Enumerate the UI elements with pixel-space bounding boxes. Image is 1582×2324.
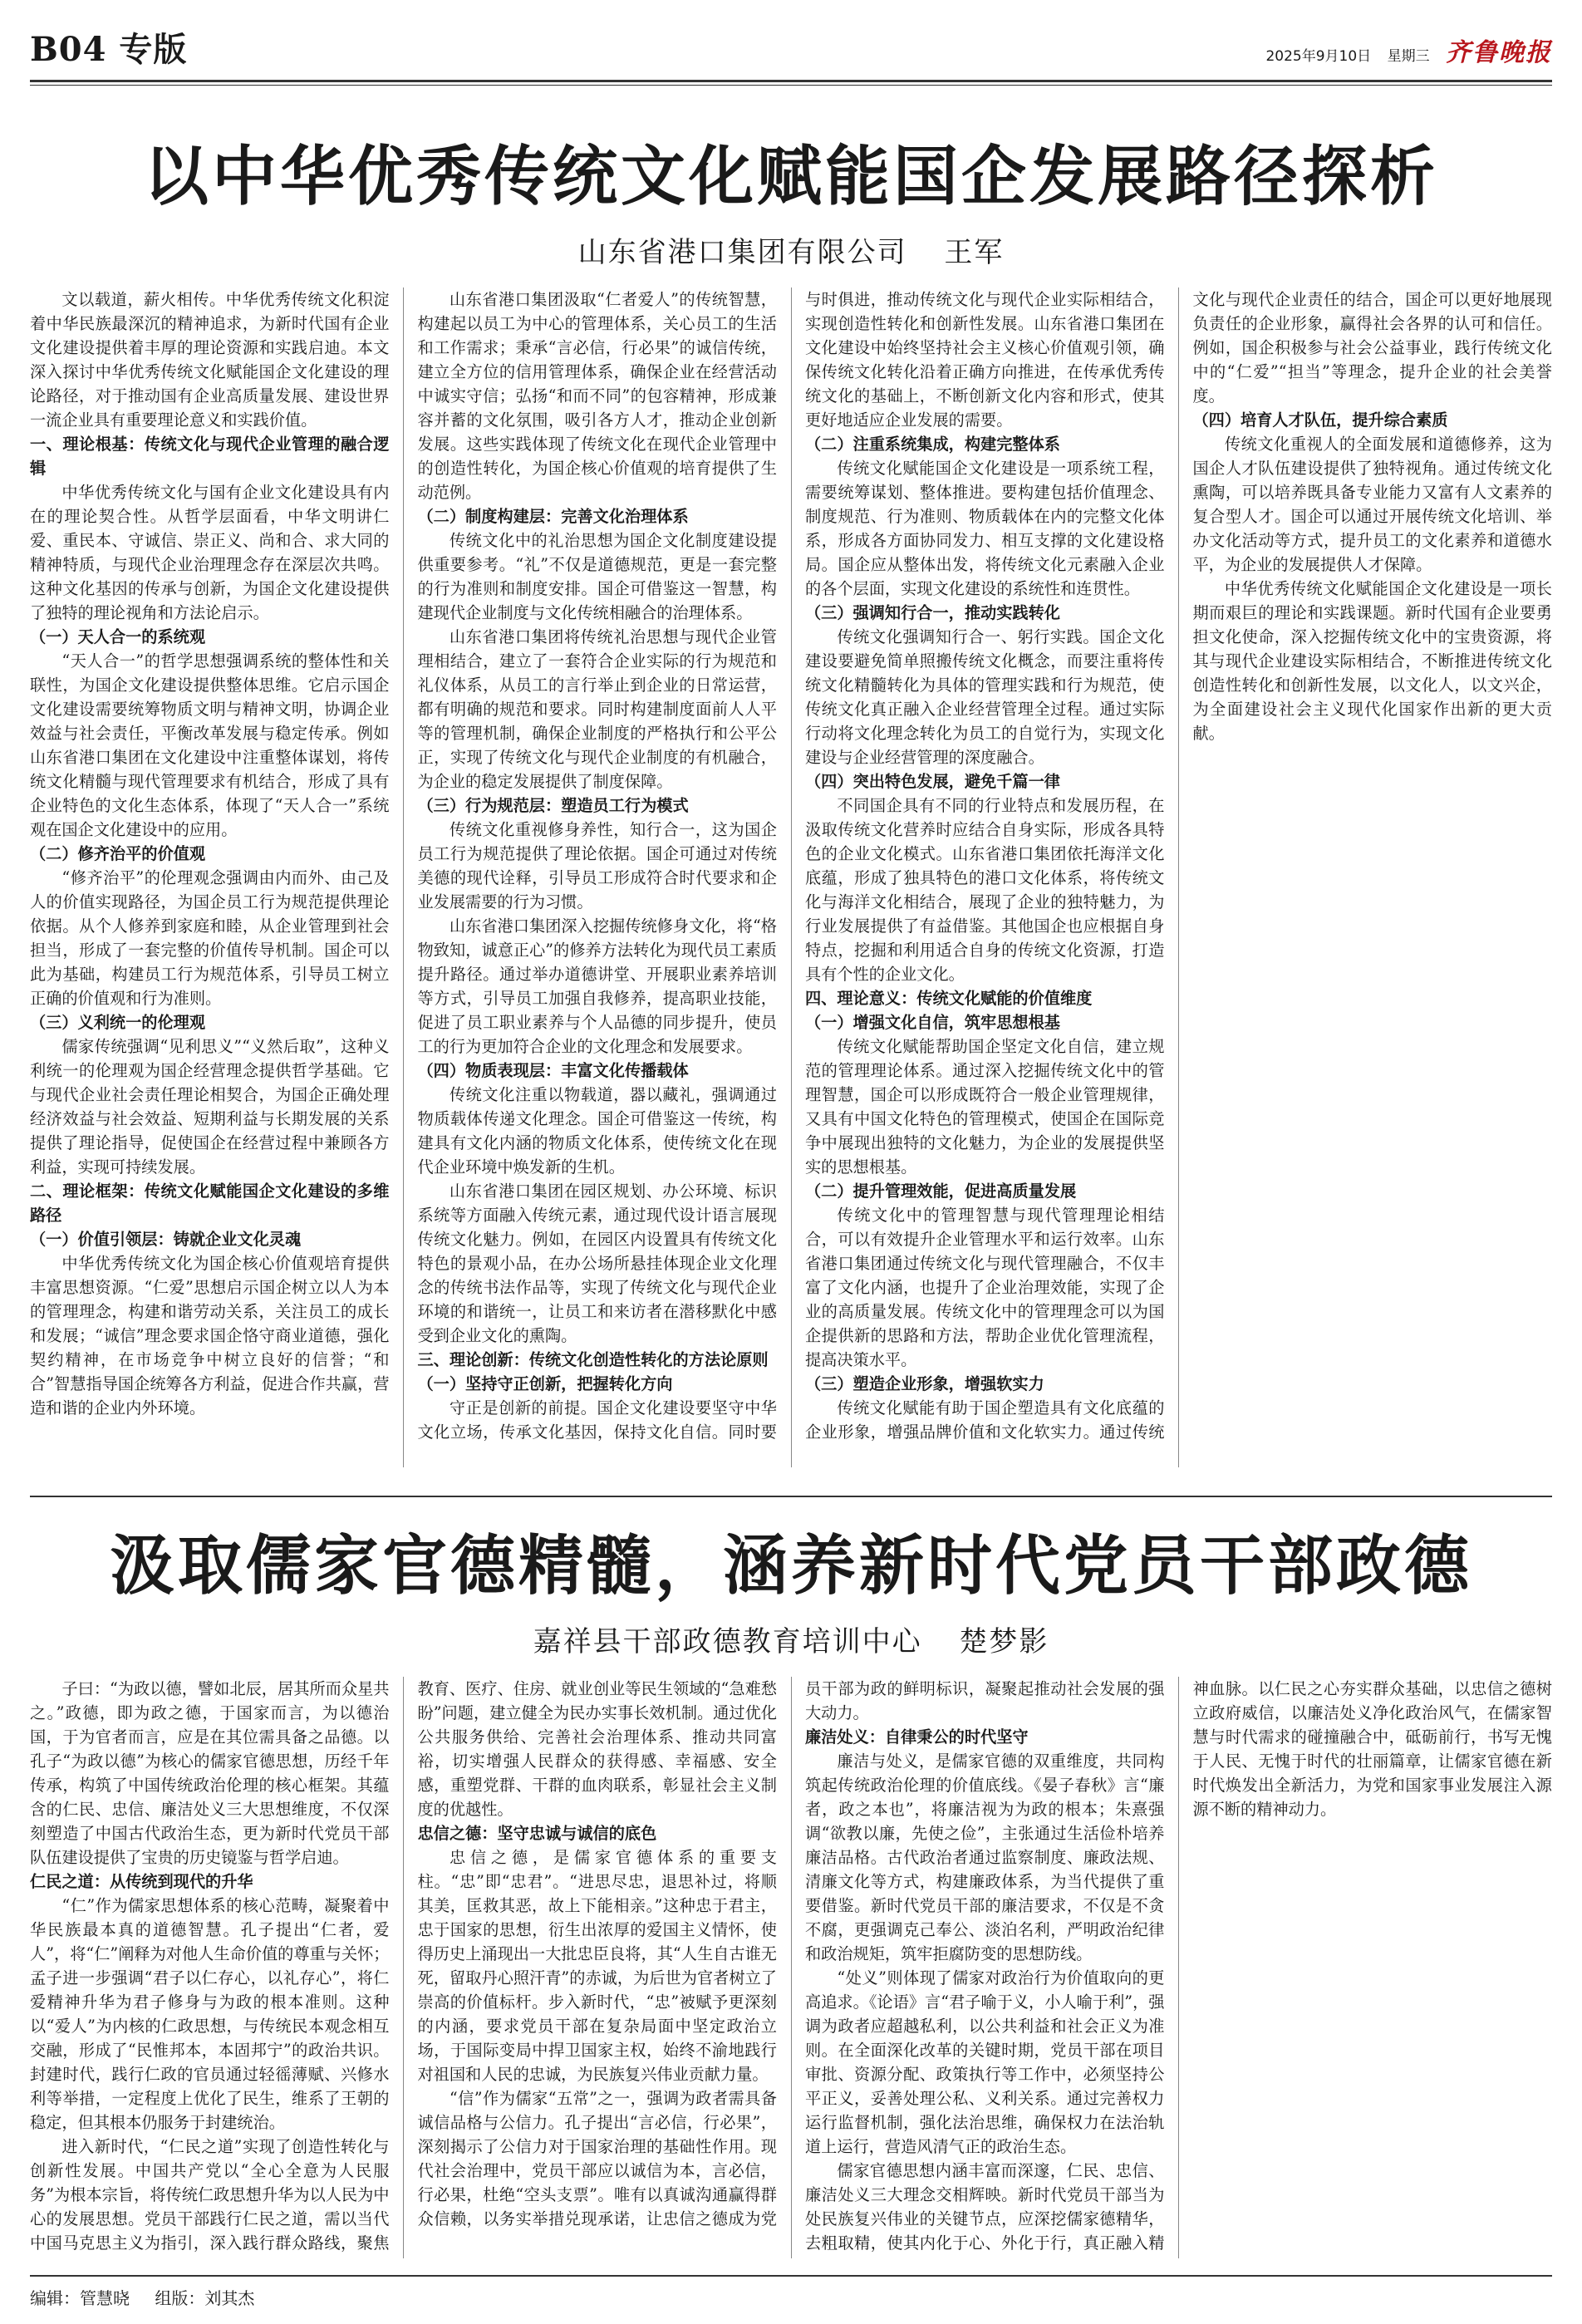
paragraph: 中华优秀传统文化为国企核心价值观培育提供丰富思想资源。“仁爱”思想启示国企树立以人为本的管理理念，构建和谐劳动关系，关注员工的成长和发展；“诚信”理念要求国企恪守商业道德，强化契约精神，在市场竞争中树立良好的信誉；“和合”智慧指导国企统筹各方利益，促进合作共赢，营造和谐的企业内外环境。 <box>30 1254 390 1417</box>
header-rule-thin <box>30 85 1552 86</box>
subsection-heading: （三）行为规范层：塑造员工行为模式 <box>417 796 689 815</box>
paragraph: 儒家官德思想内涵丰富而深邃，仁民、忠信、廉洁处义三大理念交相辉映。新时代党员干部当为处民族复兴伟业的关键节点，应深挖儒家德精华，去粗取精，使其内化于心、外化于行，真正融入精神血脉。以仁民之心夯实群众基础，以忠信之德树立政府威信，以廉洁处义净化政治风气，在儒家智慧与时代需求的碰撞融合中，砥砺前行，书写无愧于人民、无愧于时代的壮丽篇章，让儒家官德在新时代焕发出全新活力，为党和国家事业发展注入源源不断的精神动力。 <box>805 1679 1552 2253</box>
paragraph: 传统文化注重以物载道，器以藏礼，强调通过物质载体传递文化理念。国企可借鉴这一传统，构建具有文化内涵的物质文化体系，使传统文化在现代企业环境中焕发新的生机。 <box>417 1085 777 1177</box>
article-2 <box>30 1514 1552 2262</box>
paragraph: “处义”则体现了儒家对政治行为价值取向的更高追求。《论语》言“君子喻于义，小人喻于利”，强调为政者应超越私利，以公共利益和社会正义为准则。在全面深化改革的关键时期，党员干部在项目审批、资源分配、政策执行等工作中，必须坚持公平正义，妥善处理公私、义利关系。通过完善权力运行监督机制，强化法治思维，确保权力在法治轨道上运行，营造风清气正的政治生态。 <box>805 1968 1165 2156</box>
page-footer <box>30 2275 1552 2309</box>
section-heading: 忠信之德：坚守忠诚与诚信的底色 <box>417 1824 657 1843</box>
paragraph: 儒家传统强调“见利思义”“义然后取”，这种义利统一的伦理观为国企经营理念提供哲学基础。它与现代企业社会责任理论相契合，为国企正确处理经济效益与社会效益、短期利益与长期发展的关系提供了理论指导，促使国企在经营过程中兼顾各方利益，实现可持续发展。 <box>30 1037 390 1177</box>
article-2-title: 汲取儒家官德精髓，涵养新时代党员干部政德 <box>109 1528 1472 1604</box>
article-2-byline <box>30 1619 1552 1659</box>
subsection-heading: （一）增强文化自信，筑牢思想根基 <box>805 1013 1060 1032</box>
paragraph: 传统文化重视人的全面发展和道德修养，这为国企人才队伍建设提供了独特视角。通过传统文化熏陶，可以培养既具备专业能力又富有人文素养的复合型人才。国企可以通过开展传统文化培训、举办文化活动等方式，提升员工的文化素养和道德水平，为企业的发展提供人才保障。 <box>1192 435 1552 574</box>
footer-layout: 组版：刘其杰 <box>155 2288 255 2308</box>
subsection-heading: （二）制度构建层：完善文化治理体系 <box>417 507 689 526</box>
paragraph: “信”作为儒家“五常”之一，强调为政者需具备诚信品格与公信力。孔子提出“言必信，行必果”，深刻揭示了公信力对于国家治理的基础性作用。现代社会治理中，党员干部应以诚信为本，言必信，行必果，杜绝“空头支票”。唯有以真诚沟通赢得群众信赖，以务实举措兑现承诺，让忠信之德成为党员干部为政的鲜明标识，凝聚起推动社会发展的强大动力。 <box>417 1679 1165 2228</box>
paragraph: 子曰：“为政以德，譬如北辰，居其所而众星共之。”政德，即为政之德，于国家而言，为以德治国，于为官者而言，应是在其位需具备之品德。以孔子“为政以德”为核心的儒家官德思想，历经千年传承，构筑了中国传统政治伦理的核心框架。其蕴含的仁民、忠信、廉洁处义三大思想维度，不仅深刻塑造了中国古代政治生态，更为新时代党员干部队伍建设提供了宝贵的历史镜鉴与哲学启迪。 <box>30 1679 390 1867</box>
paragraph: “修齐治平”的伦理观念强调由内而外、由己及人的价值实现路径，为国企员工行为规范提供理论依据。从个人修养到家庭和睦，从企业管理到社会担当，形成了一套完整的价值传导机制。国企可以此为基础，构建员工行为规范体系，引导员工树立正确的价值观和行为准则。 <box>30 868 390 1008</box>
article-1-org: 山东省港口集团有限公司 <box>577 236 907 269</box>
paragraph: 文以载道，薪火相传。中华优秀传统文化积淀着中华民族最深沉的精神追求，为新时代国有企业文化建设提供着丰厚的理论资源和实践启迪。本文深入探讨中华优秀传统文化赋能国企文化建设的理论路径，对于推动国有企业高质量发展、建设世界一流企业具有重要理论意义和实践价值。 <box>30 290 390 430</box>
subsection-heading: （二）提升管理效能，促进高质量发展 <box>805 1182 1077 1201</box>
paragraph: 传统文化强调知行合一、躬行实践。国企文化建设要避免简单照搬传统文化概念，而要注重将传统文化精髓转化为具体的管理实践和行为规范，使传统文化真正融入企业经营管理全过程。通过实际行动将文化理念转化为员工的自觉行为，实现文化建设与企业经营管理的深度融合。 <box>805 627 1165 767</box>
date-block <box>1254 32 1552 68</box>
paragraph: 传统文化赋能国企文化建设是一项系统工程，需要统筹谋划、整体推进。要构建包括价值理念、制度规范、行为准则、物质载体在内的完整文化体系，形成各方面协同发力、相互支撑的文化建设格局。国企应从整体出发，将传统文化元素融入企业的各个层面，实现文化建设的系统性和连贯性。 <box>805 459 1165 598</box>
paragraph: 山东省港口集团将传统礼治思想与现代企业管理相结合，建立了一套符合企业实际的行为规范和礼仪体系，从员工的言行举止到企业的日常运营，都有明确的规范和要求。同时构建制度面前人人平等的管理机制，确保企业制度的严格执行和公平公正，实现了传统文化与现代企业制度的有机融合，为企业的稳定发展提供了制度保障。 <box>417 627 777 791</box>
paragraph: 山东省港口集团在园区规划、办公环境、标识系统等方面融入传统元素，通过现代设计语言展现传统文化魅力。例如，在园区内设置具有传统文化特色的景观小品，在办公场所悬挂体现企业文化理念的传统书法作品等，实现了传统文化与现代企业环境的和谐统一，让员工和来访者在潜移默化中感受到企业文化的熏陶。 <box>417 1182 777 1345</box>
paragraph: 山东省港口集团汲取“仁者爱人”的传统智慧，构建起以员工为中心的管理体系，关心员工的生活和工作需求；秉承“言必信，行必果”的诚信传统，建立全方位的信用管理体系，确保企业在经营活动中诚实守信；弘扬“和而不同”的包容精神，形成兼容并蓄的文化氛围，吸引各方人才，推动企业创新发展。这些实践体现了传统文化在现代企业管理中的创造性转化，为国企核心价值观的培育提供了生动范例。 <box>417 290 777 502</box>
paragraph: 守正是创新的前提。国企文化建设要坚守中华文化立场，传承文化基因，保持文化自信。同时要与时俱进，推动传统文化与现代企业实际相结合，实现创造性转化和创新性发展。山东省港口集团在文化建设中始终坚持社会主义核心价值观引领，确保传统文化转化沿着正确方向推进，在传承优秀传统文化的基础上，不断创新文化内容和形式，使其更好地适应企业发展的需要。 <box>417 290 1165 1442</box>
subsection-heading: （三）塑造企业形象，增强软实力 <box>805 1374 1044 1393</box>
paragraph: 廉洁与处义，是儒家官德的双重维度，共同构筑起传统政治伦理的价值底线。《晏子春秋》言“廉者，政之本也”，将廉洁视为为政的根本；朱熹强调“欲教以廉，先使之俭”，主张通过生活俭朴培养廉洁品格。古代政治者通过监察制度、廉政法规、清廉文化等方式，构建廉政体系，为当代提供了重要借鉴。新时代党员干部的廉洁要求，不仅是不贪不腐，更强调克己奉公、淡泊名利，严明政治纪律和政治规矩，筑牢拒腐防变的思想防线。 <box>805 1752 1165 1963</box>
issue-date: 2025年9月10日 <box>1265 48 1372 65</box>
subsection-heading: （二）修齐治平的价值观 <box>30 844 206 863</box>
footer-editor: 编辑：管慧晓 <box>30 2288 130 2308</box>
page-number: B04 专版 <box>30 30 188 69</box>
article-1-body <box>30 287 1552 1467</box>
article-1-byline <box>30 229 1552 270</box>
paragraph: “天人合一”的哲学思想强调系统的整体性和关联性，为国企文化建设提供整体思维。它启示国企文化建设需要统筹物质文明与精神文明，协调企业效益与社会责任，平衡改革发展与稳定传承。例如山东省港口集团在文化建设中注重整体谋划，将传统文化精髓与现代管理要求有机结合，形成了具有企业特色的文化生态体系，体现了“天人合一”系统观在国企文化建设中的应用。 <box>30 651 390 839</box>
paragraph: 传统文化中的礼治思想为国企文化制度建设提供重要参考。“礼”不仅是道德规范，更是一套完整的行为准则和制度安排。国企可借鉴这一智慧，构建现代企业制度与文化传统相融合的治理体系。 <box>417 531 777 622</box>
subsection-heading: （二）注重系统集成，构建完整体系 <box>805 435 1060 454</box>
article-2-body <box>30 1677 1552 2258</box>
paragraph: 传统文化重视修身养性，知行合一，这为国企员工行为规范提供了理论依据。国企可通过对传统美德的现代诠释，引导员工形成符合时代要求和企业发展需要的行为习惯。 <box>417 820 777 911</box>
section-heading: 一、理论根基：传统文化与现代企业管理的融合逻辑 <box>30 435 390 478</box>
section-heading: 廉洁处义：自律秉公的时代坚守 <box>805 1727 1029 1747</box>
subsection-heading: （一）坚持守正创新，把握转化方向 <box>417 1374 673 1393</box>
subsection-heading: （三）强调知行合一，推动实践转化 <box>805 603 1060 622</box>
article-1-title: 以中华优秀传统文化赋能国企发展路径探析 <box>143 139 1438 214</box>
article-2-org: 嘉祥县干部政德教育培训中心 <box>533 1625 922 1658</box>
subsection-heading: （四）突出特色发展，避免千篇一律 <box>805 772 1060 791</box>
subsection-heading: （四）培育人才队伍，提升综合素质 <box>1192 410 1448 430</box>
paragraph: 不同国企具有不同的行业特点和发展历程，在汲取传统文化营养时应结合自身实际，形成各具特色的企业文化模式。山东省港口集团依托海洋文化底蕴，形成了独具特色的港口文化体系，将传统文化与海洋文化相结合，展现了企业的独特魅力，为行业发展提供了有益借鉴。其他国企也应根据自身特点，挖掘和利用适合自身的传统文化资源，打造具有个性的企业文化。 <box>805 796 1165 984</box>
paragraph: 传统文化赋能有助于国企塑造具有文化底蕴的企业形象，增强品牌价值和文化软实力。通过传统文化与现代企业责任的结合，国企可以更好地展现负责任的企业形象，赢得社会各界的认可和信任。例如，国企积极参与社会公益事业，践行传统文化中的“仁爱”“担当”等理念，提升企业的社会美誉度。 <box>805 290 1552 1442</box>
paragraph: 山东省港口集团深入挖掘传统修身文化，将“格物致知，诚意正心”的修养方法转化为现代员工素质提升路径。通过举办道德讲堂、开展职业素养培训等方式，引导员工加强自我修养，提高职业技能，促进了员工职业素养与个人品德的同步提升，使员工的行为更加符合企业的文化理念和发展要求。 <box>417 916 777 1056</box>
paragraph: “仁”作为儒家思想体系的核心范畴，凝聚着中华民族最本真的道德智慧。孔子提出“仁者，爱人”，将“仁”阐释为对他人生命价值的尊重与关怀；孟子进一步强调“君子以仁存心，以礼存心”，将仁爱精神升华为君子修身与为政的根本准则。这种以“爱人”为内核的仁政思想，与传统民本观念相互交融，形成了“民惟邦本，本固邦宁”的政治共识。封建时代，践行仁政的官员通过轻徭薄赋、兴修水利等举措，一定程度上优化了民生，维系了王朝的稳定，但其根本仍服务于封建统治。 <box>30 1896 390 2132</box>
subsection-heading: （一）天人合一的系统观 <box>30 627 206 646</box>
header-rule <box>30 80 1552 82</box>
subsection-heading: （三）义利统一的伦理观 <box>30 1013 206 1032</box>
article-divider <box>30 1496 1552 1497</box>
paragraph: 进入新时代，“仁民之道”实现了创造性转化与创新性发展。中国共产党以“全心全意为人民服务”为根本宗旨，将传统仁政思想升华为以人民为中心的发展思想。党员干部践行仁民之道，需以当代中国马克思主义为指引，深入践行群众路线，聚焦教育、医疗、住房、就业创业等民生领域的“急难愁盼”问题，建立健全为民办实事长效机制。通过优化公共服务供给、完善社会治理体系、推动共同富裕，切实增强人民群众的获得感、幸福感、安全感，重塑党群、干群的血肉联系，彰显社会主义制度的优越性。 <box>30 1679 777 2253</box>
section-heading: 三、理论创新：传统文化创造性转化的方法论原则 <box>417 1350 769 1369</box>
issue-weekday: 星期三 <box>1387 48 1430 65</box>
article-2-author: 楚梦影 <box>959 1625 1049 1658</box>
section-heading: 仁民之道：从传统到现代的升华 <box>30 1872 253 1891</box>
paragraph: 传统文化赋能帮助国企坚定文化自信，建立规范的管理理论体系。通过深入挖掘传统文化中的管理智慧，国企可以形成既符合一般企业管理规律，又具有中国文化特色的管理模式，使国企在国际竞争中展现出独特的文化魅力，为企业的发展提供坚实的思想根基。 <box>805 1037 1165 1177</box>
masthead-logo: 齐鲁晚报 <box>1446 38 1552 67</box>
subsection-heading: （一）价值引领层：铸就企业文化灵魂 <box>30 1230 302 1249</box>
section-heading: 二、理论框架：传统文化赋能国企文化建设的多维路径 <box>30 1182 390 1225</box>
paragraph: 传统文化中的管理智慧与现代管理理论相结合，可以有效提升企业管理水平和运行效率。山东省港口集团通过传统文化与现代管理融合，不仅丰富了文化内涵，也提升了企业治理效能，实现了企业的高质量发展。传统文化中的管理理念可以为国企提供新的思路和方法，帮助企业优化管理流程，提高决策水平。 <box>805 1206 1165 1369</box>
subsection-heading: （四）物质表现层：丰富文化传播载体 <box>417 1061 689 1080</box>
section-heading: 四、理论意义：传统文化赋能的价值维度 <box>805 989 1093 1008</box>
paragraph: 中华优秀传统文化与国有企业文化建设具有内在的理论契合性。从哲学层面看，中华文明讲仁爱、重民本、守诚信、崇正义、尚和合、求大同的精神特质，与现代企业治理理念存在深层次共鸣。这种文化基因的传承与创新，为国企文化建设提供了独特的理论视角和方法论启示。 <box>30 483 390 622</box>
page-header <box>30 23 1552 73</box>
article-1-author: 王军 <box>944 236 1005 269</box>
paragraph: 忠信之德，是儒家官德体系的重要支柱。“忠”即“忠君”。“进思尽忠，退思补过，将顺其美，匡救其恶，故上下能相亲。”这种忠于君主，忠于国家的思想，衍生出浓厚的爱国主义情怀，使得历史上涌现出一大批忠臣良将，其“人生自古谁无死，留取丹心照汗青”的赤诚，为后世为官者树立了崇高的价值标杆。步入新时代，“忠”被赋予更深刻的内涵，要求党员干部在复杂局面中坚定政治立场，于国际变局中捍卫国家主权，始终不渝地践行对祖国和人民的忠诚，为民族复兴伟业贡献力量。 <box>417 1848 777 2084</box>
paragraph: 中华优秀传统文化赋能国企文化建设是一项长期而艰巨的理论和实践课题。新时代国有企业要勇担文化使命，深入挖掘传统文化中的宝贵资源，将其与现代企业建设实际相结合，不断推进传统文化创造性转化和创新性发展，以文化人，以文兴企，为全面建设社会主义现代化国家作出新的更大贡献。 <box>1192 579 1552 743</box>
article-1 <box>30 125 1552 1487</box>
